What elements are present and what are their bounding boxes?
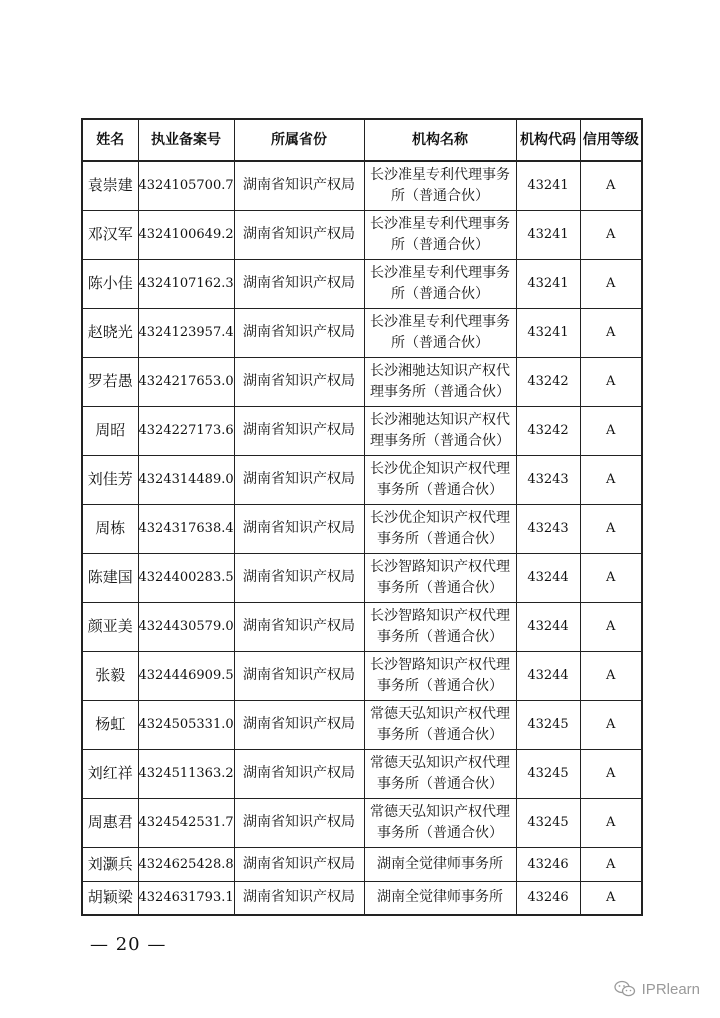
cell-credit-rating: A <box>580 259 642 308</box>
table-row <box>82 553 642 602</box>
cell-credit-rating: A <box>580 504 642 553</box>
cell-registration-number: 4324446909.5 <box>138 651 234 700</box>
cell-institution-name: 常德天弘知识产权代理事务所（普通合伙） <box>364 798 516 847</box>
cell-province: 湖南省知识产权局 <box>234 406 364 455</box>
cell-credit-rating: A <box>580 602 642 651</box>
cell-province: 湖南省知识产权局 <box>234 504 364 553</box>
cell-credit-rating: A <box>580 455 642 504</box>
cell-province: 湖南省知识产权局 <box>234 161 364 210</box>
cell-province: 湖南省知识产权局 <box>234 798 364 847</box>
agent-credit-table <box>81 118 643 916</box>
cell-institution-name: 长沙准星专利代理事务所（普通合伙） <box>364 259 516 308</box>
table-row <box>82 455 642 504</box>
cell-institution-code: 43241 <box>516 308 580 357</box>
cell-province: 湖南省知识产权局 <box>234 847 364 881</box>
cell-province: 湖南省知识产权局 <box>234 700 364 749</box>
cell-institution-code: 43241 <box>516 259 580 308</box>
cell-name: 颜亚美 <box>82 602 138 651</box>
cell-institution-code: 43242 <box>516 406 580 455</box>
cell-registration-number: 4324542531.7 <box>138 798 234 847</box>
cell-institution-code: 43243 <box>516 504 580 553</box>
cell-name: 陈建国 <box>82 553 138 602</box>
table-row <box>82 881 642 915</box>
cell-institution-name: 长沙湘驰达知识产权代理事务所（普通合伙） <box>364 357 516 406</box>
cell-registration-number: 4324227173.6 <box>138 406 234 455</box>
table-row <box>82 700 642 749</box>
cell-institution-code: 43241 <box>516 210 580 259</box>
cell-registration-number: 4324100649.2 <box>138 210 234 259</box>
cell-name: 杨虹 <box>82 700 138 749</box>
cell-institution-name: 长沙准星专利代理事务所（普通合伙） <box>364 210 516 259</box>
cell-registration-number: 4324505331.0 <box>138 700 234 749</box>
header-row <box>82 119 642 161</box>
cell-registration-number: 4324314489.0 <box>138 455 234 504</box>
cell-institution-code: 43244 <box>516 553 580 602</box>
cell-province: 湖南省知识产权局 <box>234 455 364 504</box>
header-institution-name: 机构名称 <box>364 119 516 161</box>
table-row <box>82 504 642 553</box>
cell-institution-name: 长沙智路知识产权代理事务所（普通合伙） <box>364 602 516 651</box>
table-row <box>82 651 642 700</box>
cell-name: 罗若愚 <box>82 357 138 406</box>
cell-credit-rating: A <box>580 847 642 881</box>
cell-province: 湖南省知识产权局 <box>234 651 364 700</box>
cell-name: 刘红祥 <box>82 749 138 798</box>
page-number: — 20 — <box>90 934 167 955</box>
cell-province: 湖南省知识产权局 <box>234 749 364 798</box>
cell-name: 胡颖梁 <box>82 881 138 915</box>
cell-institution-name: 长沙准星专利代理事务所（普通合伙） <box>364 161 516 210</box>
cell-institution-name: 长沙优企知识产权代理事务所（普通合伙） <box>364 455 516 504</box>
table-row <box>82 259 642 308</box>
cell-credit-rating: A <box>580 308 642 357</box>
cell-name: 刘灏兵 <box>82 847 138 881</box>
cell-credit-rating: A <box>580 749 642 798</box>
header-registration-number: 执业备案号 <box>138 119 234 161</box>
watermark-text: IPRlearn <box>641 980 700 998</box>
cell-credit-rating: A <box>580 210 642 259</box>
cell-province: 湖南省知识产权局 <box>234 357 364 406</box>
cell-name: 周昭 <box>82 406 138 455</box>
table-row <box>82 308 642 357</box>
cell-credit-rating: A <box>580 651 642 700</box>
cell-institution-name: 长沙优企知识产权代理事务所（普通合伙） <box>364 504 516 553</box>
cell-registration-number: 4324217653.0 <box>138 357 234 406</box>
header-province: 所属省份 <box>234 119 364 161</box>
table-header <box>82 119 642 161</box>
table-row <box>82 161 642 210</box>
cell-institution-name: 常德天弘知识产权代理事务所（普通合伙） <box>364 700 516 749</box>
cell-name: 刘佳芳 <box>82 455 138 504</box>
header-name: 姓名 <box>82 119 138 161</box>
cell-registration-number: 4324430579.0 <box>138 602 234 651</box>
cell-province: 湖南省知识产权局 <box>234 259 364 308</box>
cell-name: 陈小佳 <box>82 259 138 308</box>
cell-institution-name: 常德天弘知识产权代理事务所（普通合伙） <box>364 749 516 798</box>
cell-name: 赵晓光 <box>82 308 138 357</box>
cell-institution-name: 长沙智路知识产权代理事务所（普通合伙） <box>364 553 516 602</box>
cell-registration-number: 4324105700.7 <box>138 161 234 210</box>
cell-institution-name: 长沙湘驰达知识产权代理事务所（普通合伙） <box>364 406 516 455</box>
agent-credit-table-container <box>81 118 641 916</box>
cell-registration-number: 4324317638.4 <box>138 504 234 553</box>
cell-credit-rating: A <box>580 357 642 406</box>
table-row <box>82 847 642 881</box>
cell-name: 张毅 <box>82 651 138 700</box>
cell-province: 湖南省知识产权局 <box>234 308 364 357</box>
table-row <box>82 406 642 455</box>
table-row <box>82 357 642 406</box>
table-row <box>82 210 642 259</box>
cell-credit-rating: A <box>580 881 642 915</box>
cell-credit-rating: A <box>580 406 642 455</box>
cell-institution-code: 43244 <box>516 651 580 700</box>
cell-registration-number: 4324625428.8 <box>138 847 234 881</box>
cell-credit-rating: A <box>580 553 642 602</box>
cell-name: 周栋 <box>82 504 138 553</box>
cell-institution-code: 43245 <box>516 798 580 847</box>
cell-province: 湖南省知识产权局 <box>234 553 364 602</box>
cell-name: 周惠君 <box>82 798 138 847</box>
cell-name: 袁崇建 <box>82 161 138 210</box>
header-institution-code: 机构代码 <box>516 119 580 161</box>
cell-province: 湖南省知识产权局 <box>234 881 364 915</box>
table-body <box>82 161 642 915</box>
cell-name: 邓汉军 <box>82 210 138 259</box>
watermark <box>614 980 700 998</box>
cell-credit-rating: A <box>580 161 642 210</box>
cell-credit-rating: A <box>580 798 642 847</box>
cell-province: 湖南省知识产权局 <box>234 602 364 651</box>
header-credit-rating: 信用等级 <box>580 119 642 161</box>
cell-credit-rating: A <box>580 700 642 749</box>
cell-institution-code: 43241 <box>516 161 580 210</box>
cell-institution-code: 43242 <box>516 357 580 406</box>
cell-registration-number: 4324511363.2 <box>138 749 234 798</box>
cell-institution-code: 43245 <box>516 700 580 749</box>
table-row <box>82 602 642 651</box>
cell-institution-code: 43244 <box>516 602 580 651</box>
cell-institution-code: 43246 <box>516 881 580 915</box>
cell-institution-code: 43246 <box>516 847 580 881</box>
cell-province: 湖南省知识产权局 <box>234 210 364 259</box>
cell-institution-code: 43245 <box>516 749 580 798</box>
cell-institution-name: 长沙准星专利代理事务所（普通合伙） <box>364 308 516 357</box>
cell-registration-number: 4324400283.5 <box>138 553 234 602</box>
cell-registration-number: 4324107162.3 <box>138 259 234 308</box>
cell-institution-name: 湖南全觉律师事务所 <box>364 847 516 881</box>
cell-institution-name: 湖南全觉律师事务所 <box>364 881 516 915</box>
cell-registration-number: 4324631793.1 <box>138 881 234 915</box>
cell-registration-number: 4324123957.4 <box>138 308 234 357</box>
cell-institution-name: 长沙智路知识产权代理事务所（普通合伙） <box>364 651 516 700</box>
cell-institution-code: 43243 <box>516 455 580 504</box>
table-row <box>82 798 642 847</box>
table-row <box>82 749 642 798</box>
wechat-icon <box>614 980 636 998</box>
